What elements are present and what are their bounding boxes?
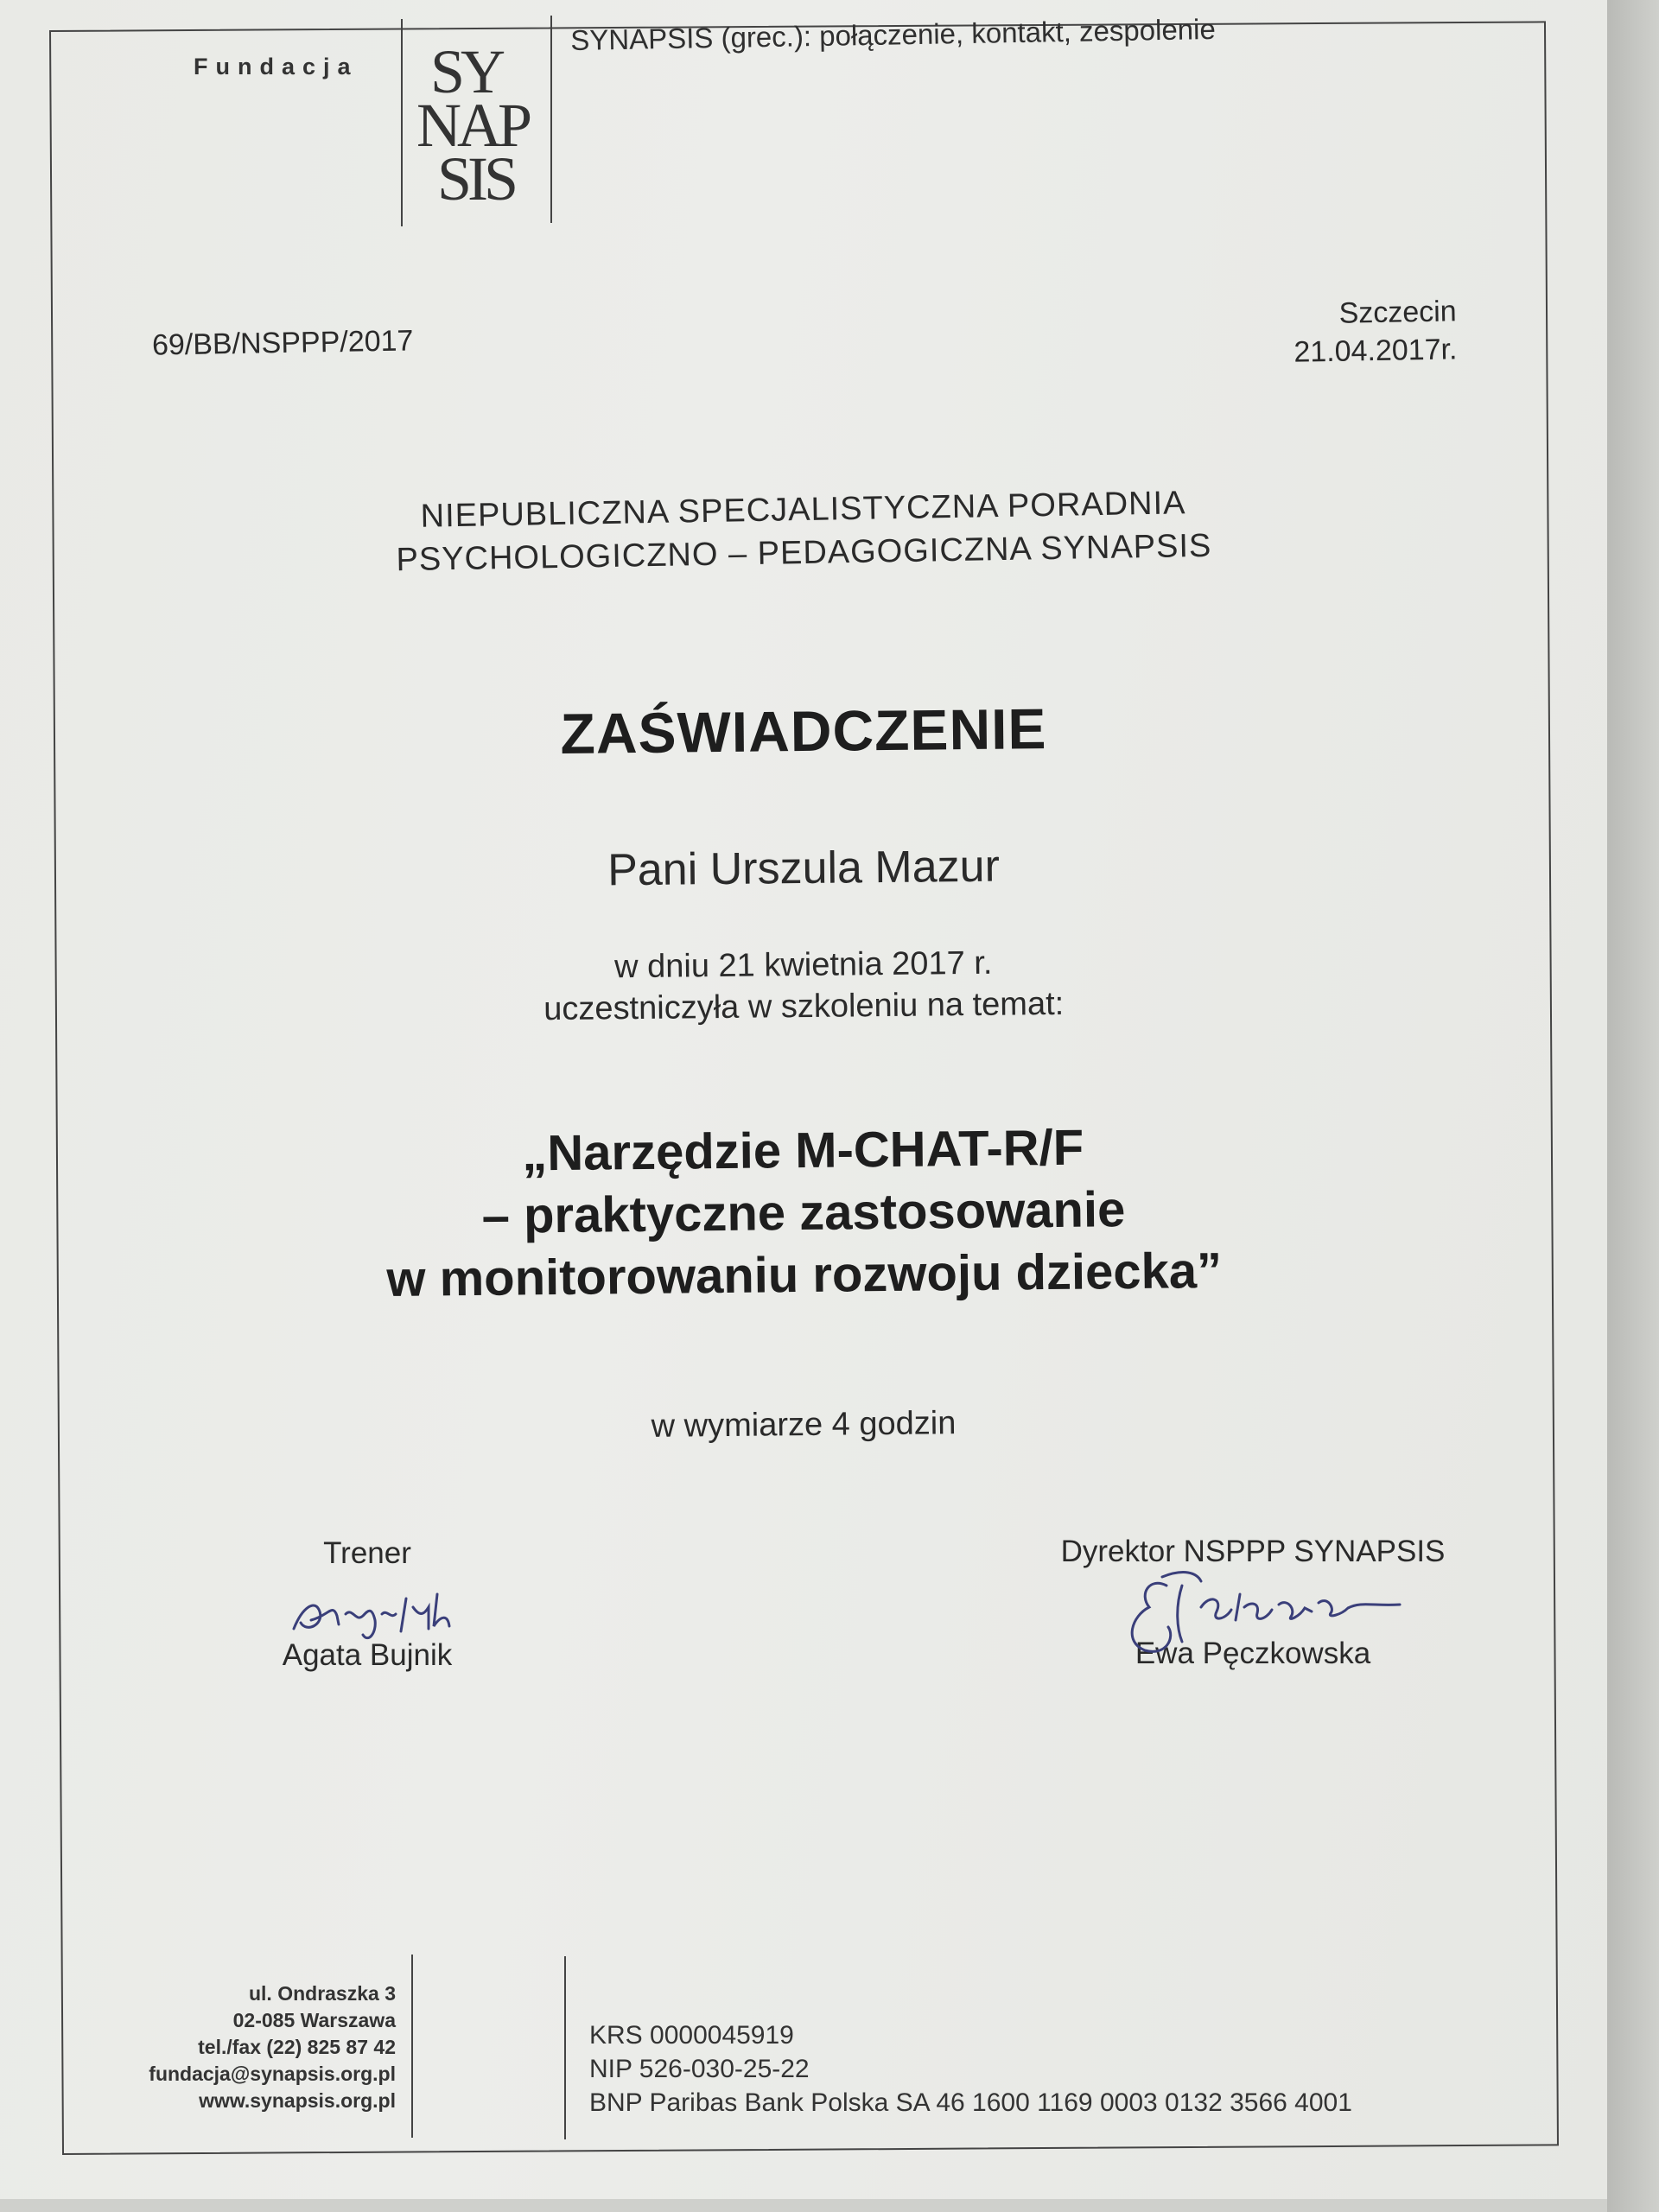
place: Szczecin xyxy=(1338,295,1457,330)
document-title: ZAŚWIADCZENIE xyxy=(560,696,1047,766)
footer-divider-left xyxy=(411,1955,413,2138)
director-name: Ewa Pęczkowska xyxy=(1135,1637,1371,1670)
place-and-date xyxy=(1293,292,1458,371)
bank-account: BNP Paribas Bank Polska SA 46 1600 1169 0003 0132 3566 4001 xyxy=(589,2088,1352,2117)
footer-registration xyxy=(589,2018,1352,2120)
training-duration: w wymiarze 4 godzin xyxy=(651,1405,957,1445)
address-street: ul. Ondraszka 3 xyxy=(248,1982,396,2005)
trainer-role: Trener xyxy=(323,1536,411,1570)
address-phone: tel./fax (22) 825 87 42 xyxy=(198,2036,396,2058)
recipient-name: Pani Urszula Mazur xyxy=(607,841,1001,896)
header-divider-right xyxy=(550,16,552,223)
training-date-block xyxy=(0,936,1607,1035)
header-divider-left xyxy=(401,19,403,226)
footer-address xyxy=(149,1980,396,2114)
participation-text: uczestniczyła w szkoleniu na temat: xyxy=(543,985,1065,1028)
logo-line-1: SY xyxy=(430,37,502,106)
header-tagline: SYNAPSIS (grec.): połączenie, kontakt, zespolenie xyxy=(570,12,1217,56)
address-email: fundacja@synapsis.org.pl xyxy=(149,2063,396,2085)
topic-line-3: w monitorowaniu rozwoju dziecka” xyxy=(386,1242,1223,1308)
logo-line-2: NAP xyxy=(416,91,529,160)
reference-number: 69/BB/NSPPP/2017 xyxy=(151,324,414,362)
address-website: www.synapsis.org.pl xyxy=(199,2089,396,2112)
institution-line-1: NIEPUBLICZNA SPECJALISTYCZNA PORADNIA xyxy=(420,485,1186,535)
krs-number: KRS 0000045919 xyxy=(589,2021,794,2050)
issue-date: 21.04.2017r. xyxy=(1294,333,1458,369)
synapsis-logo xyxy=(416,37,529,213)
topic-line-2: – praktyczne zastosowanie xyxy=(481,1181,1126,1244)
training-date: w dniu 21 kwietnia 2017 r. xyxy=(613,944,993,986)
address-city: 02-085 Warszawa xyxy=(232,2009,396,2031)
institution-line-2: PSYCHOLOGICZNO – PEDAGOGICZNA SYNAPSIS xyxy=(396,527,1212,579)
trainer-handwritten-signature xyxy=(285,1581,475,1650)
topic-line-1: „Narzędzie M-CHAT-R/F xyxy=(521,1119,1084,1182)
footer-divider-right xyxy=(564,1956,566,2139)
trainer-name: Agata Bujnik xyxy=(282,1638,453,1672)
nip-number: NIP 526-030-25-22 xyxy=(589,2055,810,2083)
foundation-label: Fundacja xyxy=(194,54,359,79)
paper-shadow xyxy=(1607,0,1659,2212)
director-role: Dyrektor NSPPP SYNAPSIS xyxy=(1060,1535,1446,1568)
logo-line-3: SIS xyxy=(437,144,515,213)
training-topic xyxy=(0,1111,1608,1314)
director-handwritten-signature xyxy=(1115,1560,1426,1663)
